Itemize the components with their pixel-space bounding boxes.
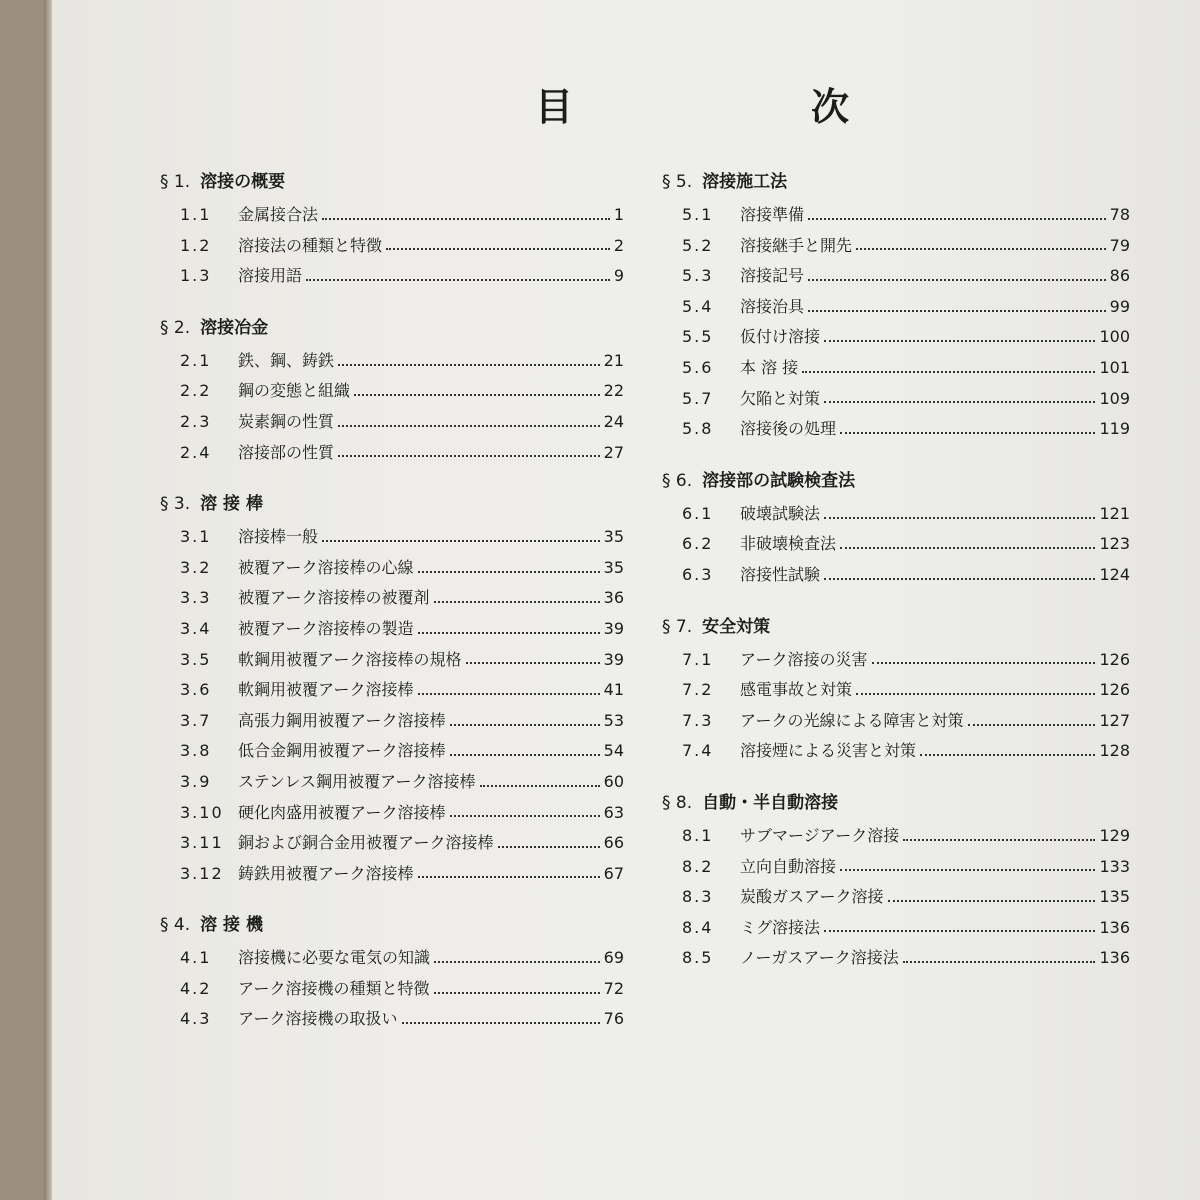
entry-number: 2.1	[180, 350, 212, 370]
dot-leader	[824, 339, 1095, 342]
entry-number: 5.7	[682, 388, 714, 408]
page-title: 目 次	[535, 85, 950, 129]
entry-title: 溶接部の性質	[238, 442, 335, 462]
toc-entry[interactable]	[160, 231, 624, 262]
dot-leader	[856, 692, 1095, 695]
section-number: § 8.	[662, 792, 693, 813]
entry-page-number: 72	[603, 978, 624, 998]
entry-page-number: 123	[1099, 534, 1130, 554]
dot-leader	[418, 570, 600, 573]
entry-page-number: 27	[603, 442, 624, 462]
toc-entry[interactable]	[662, 231, 1130, 262]
entry-title: アーク溶接機の取扱い	[238, 1009, 398, 1029]
dot-leader	[824, 400, 1095, 403]
entry-number: 5.8	[682, 419, 714, 439]
entry-title: 溶接法の種類と特徴	[238, 235, 383, 255]
entry-number: 3.6	[180, 680, 212, 700]
entry-number: 3.2	[180, 557, 212, 577]
entry-number: 1.3	[180, 266, 212, 286]
section-title: 自動・半自動溶接	[702, 792, 839, 813]
toc-entry[interactable]	[662, 675, 1130, 706]
entry-number: 5.3	[682, 266, 714, 286]
entry-page-number: 78	[1109, 205, 1130, 224]
dot-leader	[840, 546, 1095, 549]
section-heading[interactable]	[160, 306, 624, 346]
entry-title: 銅および銅合金用被覆アーク溶接棒	[238, 833, 494, 853]
entry-title: 鋼の変態と組織	[238, 381, 351, 401]
toc-entry[interactable]	[662, 882, 1130, 913]
dot-leader	[322, 539, 600, 542]
entry-title: サブマージアーク溶接	[740, 825, 900, 845]
toc-entry[interactable]	[160, 859, 624, 890]
toc-entry[interactable]	[662, 821, 1130, 852]
entry-number: 3.8	[180, 741, 212, 761]
entry-page-number: 136	[1099, 917, 1130, 937]
entry-page-number: 109	[1099, 388, 1130, 408]
section-title: 溶接部の試験検査法	[702, 470, 856, 491]
entry-title: 軟鋼用被覆アーク溶接棒の規格	[238, 649, 462, 669]
dot-leader	[450, 753, 600, 756]
entry-number: 8.2	[682, 856, 714, 876]
section-title: 安全対策	[702, 616, 771, 637]
dot-leader	[338, 424, 600, 427]
toc-entry[interactable]	[160, 583, 624, 614]
entry-number: 5.1	[682, 205, 714, 224]
toc-entry[interactable]	[160, 974, 624, 1005]
toc-entry[interactable]	[160, 522, 624, 553]
entry-title: 非破壊検査法	[740, 534, 837, 554]
entry-title: 炭素鋼の性質	[238, 411, 335, 431]
entry-title: 溶接性試験	[740, 564, 821, 584]
section-number: § 5.	[662, 172, 693, 192]
toc-entry[interactable]	[662, 261, 1130, 292]
entry-title: アーク溶接の災害	[740, 649, 868, 669]
toc-entry[interactable]	[160, 645, 624, 676]
toc-entry[interactable]	[662, 353, 1130, 384]
entry-page-number: 127	[1099, 710, 1130, 730]
entry-number: 6.1	[682, 503, 714, 523]
entry-page-number: 101	[1099, 357, 1130, 377]
dot-leader	[903, 960, 1096, 963]
entry-title: 高張力鋼用被覆アーク溶接棒	[238, 710, 446, 730]
entry-number: 8.5	[682, 948, 714, 968]
dot-leader	[802, 370, 1095, 373]
toc-entry[interactable]	[662, 706, 1130, 737]
toc-entry[interactable]	[160, 706, 624, 737]
entry-page-number: 136	[1099, 948, 1130, 968]
entry-page-number: 66	[603, 833, 624, 853]
toc-entry[interactable]	[160, 200, 624, 231]
entry-title: 感電事故と対策	[740, 680, 853, 700]
toc-entry[interactable]	[662, 292, 1130, 323]
entry-title: 溶接準備	[740, 205, 805, 224]
dot-leader	[434, 600, 600, 603]
entry-number: 6.2	[682, 534, 714, 554]
entry-page-number: 35	[603, 557, 624, 577]
dot-leader	[386, 247, 610, 250]
entry-number: 3.3	[180, 588, 212, 608]
dot-leader	[498, 845, 600, 848]
entry-title: ステンレス鋼用被覆アーク溶接棒	[238, 771, 476, 791]
entry-page-number: 99	[1109, 296, 1130, 316]
dot-leader	[418, 692, 600, 695]
dot-leader	[322, 217, 610, 220]
entry-title: 溶接継手と開先	[740, 235, 853, 255]
dot-leader	[418, 631, 600, 634]
section-number: § 7.	[662, 616, 693, 637]
toc-section	[662, 459, 1130, 591]
dot-leader	[968, 723, 1096, 726]
entry-page-number: 124	[1099, 564, 1130, 584]
section-number: § 1.	[160, 172, 191, 192]
entry-number: 3.7	[180, 710, 212, 730]
entry-number: 1.2	[180, 235, 212, 255]
entry-page-number: 2	[613, 235, 624, 255]
toc-entry[interactable]	[160, 376, 624, 407]
dot-leader	[434, 960, 600, 963]
entry-title: 鋳鉄用被覆アーク溶接棒	[238, 863, 414, 883]
entry-page-number: 53	[603, 710, 624, 730]
entry-number: 3.11	[180, 833, 224, 853]
toc-section	[160, 306, 624, 468]
toc-entry[interactable]	[160, 407, 624, 438]
toc-right-column	[662, 160, 1130, 988]
toc-entry[interactable]	[160, 1004, 624, 1035]
section-title: 溶接冶金	[200, 317, 269, 338]
toc-entry[interactable]	[662, 852, 1130, 883]
entry-title: 金属接合法	[238, 205, 319, 224]
entry-title: 軟鋼用被覆アーク溶接棒	[238, 680, 414, 700]
dot-leader	[434, 991, 600, 994]
entry-title: 低合金鋼用被覆アーク溶接棒	[238, 741, 446, 761]
toc-section	[160, 482, 624, 889]
section-title: 溶接の概要	[200, 172, 286, 192]
section-title: 溶 接 棒	[200, 494, 263, 515]
toc-entry[interactable]	[662, 414, 1130, 445]
entry-page-number: 24	[603, 411, 624, 431]
entry-page-number: 79	[1109, 235, 1130, 255]
toc-entry[interactable]	[662, 322, 1130, 353]
toc-entry[interactable]	[160, 828, 624, 859]
toc-entry[interactable]	[160, 438, 624, 469]
entry-title: 本 溶 接	[740, 357, 799, 377]
dot-leader	[450, 723, 600, 726]
section-heading[interactable]	[662, 605, 1130, 645]
section-heading[interactable]	[662, 781, 1130, 821]
section-heading[interactable]	[160, 903, 624, 943]
toc-entry[interactable]	[160, 346, 624, 377]
entry-number: 8.3	[682, 887, 714, 907]
toc-entry[interactable]	[662, 645, 1130, 676]
toc-left-column	[160, 160, 624, 1049]
section-heading[interactable]	[160, 482, 624, 522]
toc-entry[interactable]	[662, 560, 1130, 591]
entry-number: 2.3	[180, 411, 212, 431]
entry-title: 立向自動溶接	[740, 856, 837, 876]
entry-title: 仮付け溶接	[740, 327, 821, 347]
section-title: 溶接施工法	[702, 172, 788, 192]
entry-title: 硬化肉盛用被覆アーク溶接棒	[238, 802, 446, 822]
dot-leader	[450, 814, 600, 817]
toc-entry[interactable]	[160, 261, 624, 292]
dot-leader	[354, 393, 600, 396]
entry-page-number: 86	[1109, 266, 1130, 286]
dot-leader	[306, 278, 610, 281]
dot-leader	[338, 454, 600, 457]
entry-page-number: 35	[603, 527, 624, 547]
entry-page-number: 133	[1099, 856, 1130, 876]
dot-leader	[856, 247, 1106, 250]
entry-page-number: 126	[1099, 649, 1130, 669]
entry-page-number: 41	[603, 680, 624, 700]
dot-leader	[402, 1021, 600, 1024]
entry-title: 溶接煙による災害と対策	[740, 741, 917, 761]
entry-page-number: 54	[603, 741, 624, 761]
entry-title: 被覆アーク溶接棒の被覆剤	[238, 588, 430, 608]
section-heading[interactable]	[662, 160, 1130, 200]
toc-section	[662, 605, 1130, 767]
section-heading[interactable]	[662, 459, 1130, 499]
entry-title: 溶接治具	[740, 296, 805, 316]
entry-number: 7.3	[682, 710, 714, 730]
entry-number: 8.1	[682, 825, 714, 845]
entry-number: 2.2	[180, 381, 212, 401]
entry-number: 1.1	[180, 205, 212, 224]
toc-entry[interactable]	[160, 767, 624, 798]
entry-number: 3.10	[180, 802, 224, 822]
entry-number: 3.4	[180, 618, 212, 638]
entry-number: 8.4	[682, 917, 714, 937]
toc-entry[interactable]	[662, 529, 1130, 560]
toc-entry[interactable]	[160, 614, 624, 645]
entry-title: 欠陥と対策	[740, 388, 821, 408]
dot-leader	[480, 784, 600, 787]
entry-title: 溶接棒一般	[238, 527, 319, 547]
toc-entry[interactable]	[160, 943, 624, 974]
dot-leader	[824, 929, 1095, 932]
dot-leader	[418, 875, 600, 878]
dot-leader	[808, 217, 1106, 220]
entry-title: アーク溶接機の種類と特徴	[238, 978, 430, 998]
toc-entry[interactable]	[160, 736, 624, 767]
entry-title: 溶接後の処理	[740, 419, 837, 439]
entry-page-number: 67	[603, 863, 624, 883]
entry-title: 溶接用語	[238, 266, 303, 286]
section-number: § 2.	[160, 317, 191, 338]
toc-section	[160, 903, 624, 1035]
section-heading[interactable]	[160, 160, 624, 200]
entry-page-number: 1	[613, 205, 624, 224]
entry-page-number: 21	[603, 350, 624, 370]
entry-page-number: 60	[603, 771, 624, 791]
entry-number: 6.3	[682, 564, 714, 584]
entry-title: 被覆アーク溶接棒の心線	[238, 557, 414, 577]
dot-leader	[903, 838, 1095, 841]
section-title: 溶 接 機	[200, 915, 263, 936]
dot-leader	[466, 661, 600, 664]
entry-number: 3.9	[180, 771, 212, 791]
entry-number: 4.3	[180, 1009, 212, 1029]
section-number: § 3.	[160, 494, 191, 515]
toc-entry[interactable]	[662, 943, 1130, 974]
entry-page-number: 135	[1099, 887, 1130, 907]
entry-number: 5.6	[682, 357, 714, 377]
entry-title: 破壊試験法	[740, 503, 821, 523]
toc-section	[662, 160, 1130, 445]
entry-title: アークの光線による障害と対策	[740, 710, 964, 730]
dot-leader	[840, 868, 1095, 871]
dot-leader	[920, 753, 1095, 756]
entry-title: 鉄、鋼、鋳鉄	[238, 350, 335, 370]
entry-title: 溶接記号	[740, 266, 805, 286]
toc-section	[662, 781, 1130, 974]
toc-entry[interactable]	[662, 913, 1130, 944]
entry-page-number: 128	[1099, 741, 1130, 761]
entry-page-number: 63	[603, 802, 624, 822]
toc-entry[interactable]	[662, 499, 1130, 530]
entry-title: 炭酸ガスアーク溶接	[740, 887, 884, 907]
entry-page-number: 36	[603, 588, 624, 608]
entry-number: 4.1	[180, 948, 212, 968]
entry-page-number: 39	[603, 618, 624, 638]
entry-title: 溶接機に必要な電気の知識	[238, 948, 431, 968]
entry-number: 3.1	[180, 527, 212, 547]
dot-leader	[872, 661, 1096, 664]
entry-title: 被覆アーク溶接棒の製造	[238, 618, 414, 638]
entry-number: 2.4	[180, 442, 212, 462]
entry-title: ノーガスアーク溶接法	[740, 948, 899, 968]
section-number: § 4.	[160, 915, 191, 936]
entry-page-number: 9	[613, 266, 624, 286]
toc-entry[interactable]	[160, 798, 624, 829]
toc-section	[160, 160, 624, 292]
entry-page-number: 69	[603, 948, 624, 968]
entry-page-number: 119	[1099, 419, 1130, 439]
entry-number: 5.4	[682, 296, 714, 316]
entry-page-number: 39	[603, 649, 624, 669]
toc-entry[interactable]	[662, 384, 1130, 415]
entry-number: 7.4	[682, 741, 714, 761]
entry-title: ミグ溶接法	[740, 917, 821, 937]
toc-entry[interactable]	[160, 675, 624, 706]
entry-page-number: 121	[1099, 503, 1130, 523]
dot-leader	[808, 309, 1106, 312]
entry-number: 7.2	[682, 680, 714, 700]
dot-leader	[888, 899, 1096, 902]
entry-page-number: 22	[603, 381, 624, 401]
toc-entry[interactable]	[662, 200, 1130, 231]
entry-number: 5.5	[682, 327, 714, 347]
dot-leader	[840, 431, 1095, 434]
toc-entry[interactable]	[662, 736, 1130, 767]
section-number: § 6.	[662, 470, 693, 491]
dot-leader	[808, 278, 1106, 281]
entry-number: 3.5	[180, 649, 212, 669]
dot-leader	[338, 363, 600, 366]
dot-leader	[824, 577, 1095, 580]
entry-number: 5.2	[682, 235, 714, 255]
toc-entry[interactable]	[160, 553, 624, 584]
entry-number: 7.1	[682, 649, 714, 669]
entry-page-number: 100	[1099, 327, 1130, 347]
entry-number: 4.2	[180, 978, 212, 998]
entry-page-number: 126	[1099, 680, 1130, 700]
entry-page-number: 129	[1099, 825, 1130, 845]
entry-page-number: 76	[603, 1009, 624, 1029]
dot-leader	[824, 516, 1095, 519]
page-edge	[44, 0, 52, 1200]
entry-number: 3.12	[180, 863, 224, 883]
